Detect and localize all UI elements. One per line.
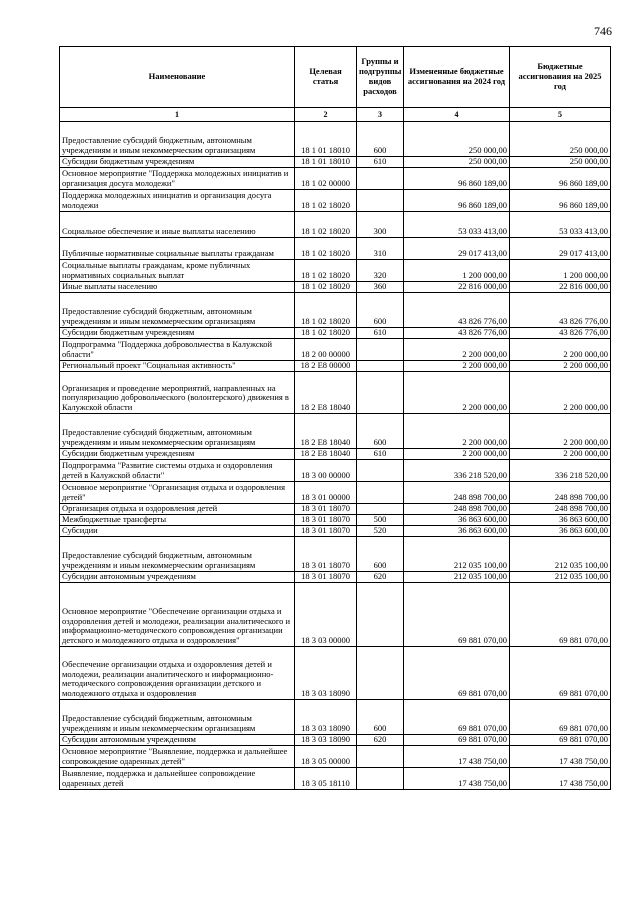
header-expense-group: Группы и подгруппы видов расходов (357, 47, 404, 108)
table-row (60, 515, 611, 526)
row-target-article: 18 1 02 18020 (295, 293, 357, 328)
row-amount-2024: 96 860 189,00 (404, 168, 510, 190)
row-expense-group: 610 (357, 328, 404, 339)
row-target-article: 18 1 02 18020 (295, 328, 357, 339)
row-target-article: 18 3 05 00000 (295, 746, 357, 768)
table-row (60, 260, 611, 282)
row-target-article: 18 1 02 00000 (295, 168, 357, 190)
row-amount-2024: 53 033 413,00 (404, 212, 510, 238)
row-amount-2025: 248 898 700,00 (510, 482, 611, 504)
row-amount-2024: 1 200 000,00 (404, 260, 510, 282)
row-expense-group: 600 (357, 122, 404, 157)
table-row (60, 460, 611, 482)
row-target-article: 18 2 00 00000 (295, 339, 357, 361)
row-expense-group (357, 168, 404, 190)
table-row (60, 482, 611, 504)
row-target-article: 18 1 02 18020 (295, 190, 357, 212)
row-expense-group: 310 (357, 238, 404, 260)
row-expense-group: 600 (357, 537, 404, 572)
row-name: Предоставление субсидий бюджетным, автономным учреждениям и иным некоммерческим организациям (60, 122, 295, 157)
row-name: Выявление, поддержка и дальнейшее сопровождение одаренных детей (60, 768, 295, 790)
row-name: Подпрограмма "Поддержка добровольчества в Калужской области" (60, 339, 295, 361)
row-amount-2025: 2 200 000,00 (510, 339, 611, 361)
row-expense-group: 320 (357, 260, 404, 282)
row-amount-2025: 17 438 750,00 (510, 768, 611, 790)
row-amount-2024: 36 863 600,00 (404, 515, 510, 526)
row-name: Субсидии бюджетным учреждениям (60, 157, 295, 168)
row-name: Подпрограмма "Развитие системы отдыха и оздоровления детей в Калужской области" (60, 460, 295, 482)
row-target-article: 18 1 01 18010 (295, 122, 357, 157)
row-amount-2024: 17 438 750,00 (404, 768, 510, 790)
row-amount-2025: 212 035 100,00 (510, 537, 611, 572)
table-row (60, 449, 611, 460)
row-target-article: 18 3 00 00000 (295, 460, 357, 482)
row-name: Поддержка молодежных инициатив и организация досуга молодежи (60, 190, 295, 212)
row-target-article: 18 2 E8 18040 (295, 414, 357, 449)
row-expense-group: 300 (357, 212, 404, 238)
row-amount-2024: 17 438 750,00 (404, 746, 510, 768)
header-amount-2024: Измененные бюджетные ассигнования на 2024 год (404, 47, 510, 108)
row-name: Межбюджетные трансферты (60, 515, 295, 526)
row-expense-group: 500 (357, 515, 404, 526)
table-row (60, 282, 611, 293)
table-row (60, 537, 611, 572)
row-name: Основное мероприятие "Обеспечение организации отдыха и оздоровления детей и молодежи, реализации аналитического и информационно-методического сопровождения организации детского и молодежного отдыха и оздоровления" (60, 583, 295, 647)
row-amount-2024: 22 816 000,00 (404, 282, 510, 293)
row-amount-2025: 22 816 000,00 (510, 282, 611, 293)
table-row (60, 583, 611, 647)
table-row (60, 122, 611, 157)
table-row (60, 168, 611, 190)
row-amount-2025: 250 000,00 (510, 157, 611, 168)
row-amount-2024: 69 881 070,00 (404, 647, 510, 700)
budget-table (59, 46, 611, 790)
row-amount-2024: 43 826 776,00 (404, 293, 510, 328)
column-number: 1 (60, 108, 295, 122)
row-expense-group: 610 (357, 157, 404, 168)
row-amount-2024: 69 881 070,00 (404, 735, 510, 746)
row-amount-2025: 53 033 413,00 (510, 212, 611, 238)
table-row (60, 339, 611, 361)
row-expense-group: 520 (357, 526, 404, 537)
column-number-row (60, 108, 611, 122)
row-amount-2024: 2 200 000,00 (404, 414, 510, 449)
row-expense-group (357, 361, 404, 372)
row-amount-2025: 69 881 070,00 (510, 735, 611, 746)
table-row (60, 414, 611, 449)
row-expense-group (357, 746, 404, 768)
row-amount-2024: 212 035 100,00 (404, 572, 510, 583)
row-expense-group (357, 482, 404, 504)
row-target-article: 18 3 05 18110 (295, 768, 357, 790)
row-amount-2024: 2 200 000,00 (404, 361, 510, 372)
table-row (60, 212, 611, 238)
row-expense-group: 600 (357, 414, 404, 449)
row-name: Региональный проект "Социальная активность" (60, 361, 295, 372)
row-name: Публичные нормативные социальные выплаты гражданам (60, 238, 295, 260)
row-expense-group (357, 768, 404, 790)
row-name: Организация отдыха и оздоровления детей (60, 504, 295, 515)
row-name: Субсидии (60, 526, 295, 537)
row-target-article: 18 3 01 18070 (295, 526, 357, 537)
table-row (60, 293, 611, 328)
row-name: Социальное обеспечение и иные выплаты населению (60, 212, 295, 238)
row-amount-2024: 29 017 413,00 (404, 238, 510, 260)
row-name: Основное мероприятие "Поддержка молодежных инициатив и организация досуга молодежи" (60, 168, 295, 190)
row-target-article: 18 1 02 18020 (295, 282, 357, 293)
row-expense-group: 600 (357, 700, 404, 735)
row-target-article: 18 2 E8 18040 (295, 449, 357, 460)
row-amount-2024: 250 000,00 (404, 122, 510, 157)
table-body (60, 122, 611, 790)
column-number: 4 (404, 108, 510, 122)
column-number: 5 (510, 108, 611, 122)
row-expense-group (357, 372, 404, 414)
row-amount-2025: 248 898 700,00 (510, 504, 611, 515)
row-target-article: 18 3 03 00000 (295, 583, 357, 647)
table-row (60, 328, 611, 339)
row-amount-2024: 248 898 700,00 (404, 504, 510, 515)
row-amount-2025: 36 863 600,00 (510, 515, 611, 526)
row-amount-2025: 69 881 070,00 (510, 583, 611, 647)
row-expense-group: 360 (357, 282, 404, 293)
row-amount-2025: 250 000,00 (510, 122, 611, 157)
row-amount-2025: 29 017 413,00 (510, 238, 611, 260)
row-name: Социальные выплаты гражданам, кроме публичных нормативных социальных выплат (60, 260, 295, 282)
row-name: Основное мероприятие "Организация отдыха и оздоровления детей" (60, 482, 295, 504)
row-name: Предоставление субсидий бюджетным, автономным учреждениям и иным некоммерческим организациям (60, 700, 295, 735)
row-name: Организация и проведение мероприятий, направленных на популяризацию добровольческого (волонтерского) движения в Калужской области (60, 372, 295, 414)
row-name: Предоставление субсидий бюджетным, автономным учреждениям и иным некоммерческим организациям (60, 537, 295, 572)
row-amount-2025: 2 200 000,00 (510, 414, 611, 449)
row-expense-group (357, 583, 404, 647)
table-row (60, 372, 611, 414)
row-amount-2024: 248 898 700,00 (404, 482, 510, 504)
row-name: Субсидии автономным учреждениям (60, 735, 295, 746)
row-amount-2025: 69 881 070,00 (510, 647, 611, 700)
column-number: 2 (295, 108, 357, 122)
row-target-article: 18 3 03 18090 (295, 700, 357, 735)
row-target-article: 18 3 01 18070 (295, 504, 357, 515)
row-expense-group (357, 647, 404, 700)
row-target-article: 18 2 E8 00000 (295, 361, 357, 372)
header-target-article: Целевая статья (295, 47, 357, 108)
row-amount-2025: 36 863 600,00 (510, 526, 611, 537)
row-name: Субсидии бюджетным учреждениям (60, 449, 295, 460)
row-amount-2025: 69 881 070,00 (510, 700, 611, 735)
row-target-article: 18 3 01 00000 (295, 482, 357, 504)
row-target-article: 18 3 01 18070 (295, 537, 357, 572)
row-expense-group: 620 (357, 735, 404, 746)
row-name: Основное мероприятие "Выявление, поддержка и дальнейшее сопровождение одаренных детей" (60, 746, 295, 768)
table-row (60, 238, 611, 260)
header-amount-2025: Бюджетные ассигнования на 2025 год (510, 47, 611, 108)
table-row (60, 572, 611, 583)
row-amount-2025: 2 200 000,00 (510, 449, 611, 460)
row-amount-2024: 212 035 100,00 (404, 537, 510, 572)
row-amount-2025: 43 826 776,00 (510, 328, 611, 339)
row-target-article: 18 1 02 18020 (295, 260, 357, 282)
row-target-article: 18 3 03 18090 (295, 647, 357, 700)
table-row (60, 768, 611, 790)
row-expense-group (357, 190, 404, 212)
row-amount-2025: 2 200 000,00 (510, 361, 611, 372)
table-row (60, 361, 611, 372)
table-row (60, 190, 611, 212)
table-row (60, 647, 611, 700)
table-row (60, 746, 611, 768)
table-row (60, 157, 611, 168)
row-amount-2024: 96 860 189,00 (404, 190, 510, 212)
row-name: Предоставление субсидий бюджетным, автономным учреждениям и иным некоммерческим организациям (60, 293, 295, 328)
row-amount-2024: 43 826 776,00 (404, 328, 510, 339)
row-amount-2025: 1 200 000,00 (510, 260, 611, 282)
table-row (60, 504, 611, 515)
page-number: 746 (594, 24, 612, 38)
row-target-article: 18 1 01 18010 (295, 157, 357, 168)
row-amount-2024: 2 200 000,00 (404, 372, 510, 414)
row-name: Предоставление субсидий бюджетным, автономным учреждениям и иным некоммерческим организациям (60, 414, 295, 449)
row-amount-2024: 69 881 070,00 (404, 700, 510, 735)
row-amount-2024: 69 881 070,00 (404, 583, 510, 647)
row-target-article: 18 3 03 18090 (295, 735, 357, 746)
row-name: Обеспечение организации отдыха и оздоровления детей и молодежи, реализации аналитического и информационно-методического сопровождения организации детского и молодежного отдыха и оздоровления (60, 647, 295, 700)
row-target-article: 18 2 E8 18040 (295, 372, 357, 414)
row-amount-2025: 212 035 100,00 (510, 572, 611, 583)
row-expense-group (357, 460, 404, 482)
row-amount-2025: 17 438 750,00 (510, 746, 611, 768)
row-target-article: 18 3 01 18070 (295, 572, 357, 583)
header-name: Наименование (60, 47, 295, 108)
row-amount-2025: 96 860 189,00 (510, 168, 611, 190)
row-amount-2024: 250 000,00 (404, 157, 510, 168)
header-row (60, 47, 611, 108)
row-amount-2025: 96 860 189,00 (510, 190, 611, 212)
row-amount-2025: 2 200 000,00 (510, 372, 611, 414)
row-expense-group (357, 339, 404, 361)
row-expense-group: 620 (357, 572, 404, 583)
row-target-article: 18 1 02 18020 (295, 212, 357, 238)
table-row (60, 735, 611, 746)
row-amount-2024: 2 200 000,00 (404, 449, 510, 460)
row-amount-2024: 336 218 520,00 (404, 460, 510, 482)
row-name: Субсидии автономным учреждениям (60, 572, 295, 583)
table-row (60, 700, 611, 735)
row-amount-2024: 36 863 600,00 (404, 526, 510, 537)
table-row (60, 526, 611, 537)
row-expense-group: 610 (357, 449, 404, 460)
row-expense-group (357, 504, 404, 515)
row-name: Субсидии бюджетным учреждениям (60, 328, 295, 339)
row-amount-2025: 43 826 776,00 (510, 293, 611, 328)
row-expense-group: 600 (357, 293, 404, 328)
row-name: Иные выплаты населению (60, 282, 295, 293)
row-amount-2025: 336 218 520,00 (510, 460, 611, 482)
row-target-article: 18 1 02 18020 (295, 238, 357, 260)
row-target-article: 18 3 01 18070 (295, 515, 357, 526)
column-number: 3 (357, 108, 404, 122)
row-amount-2024: 2 200 000,00 (404, 339, 510, 361)
